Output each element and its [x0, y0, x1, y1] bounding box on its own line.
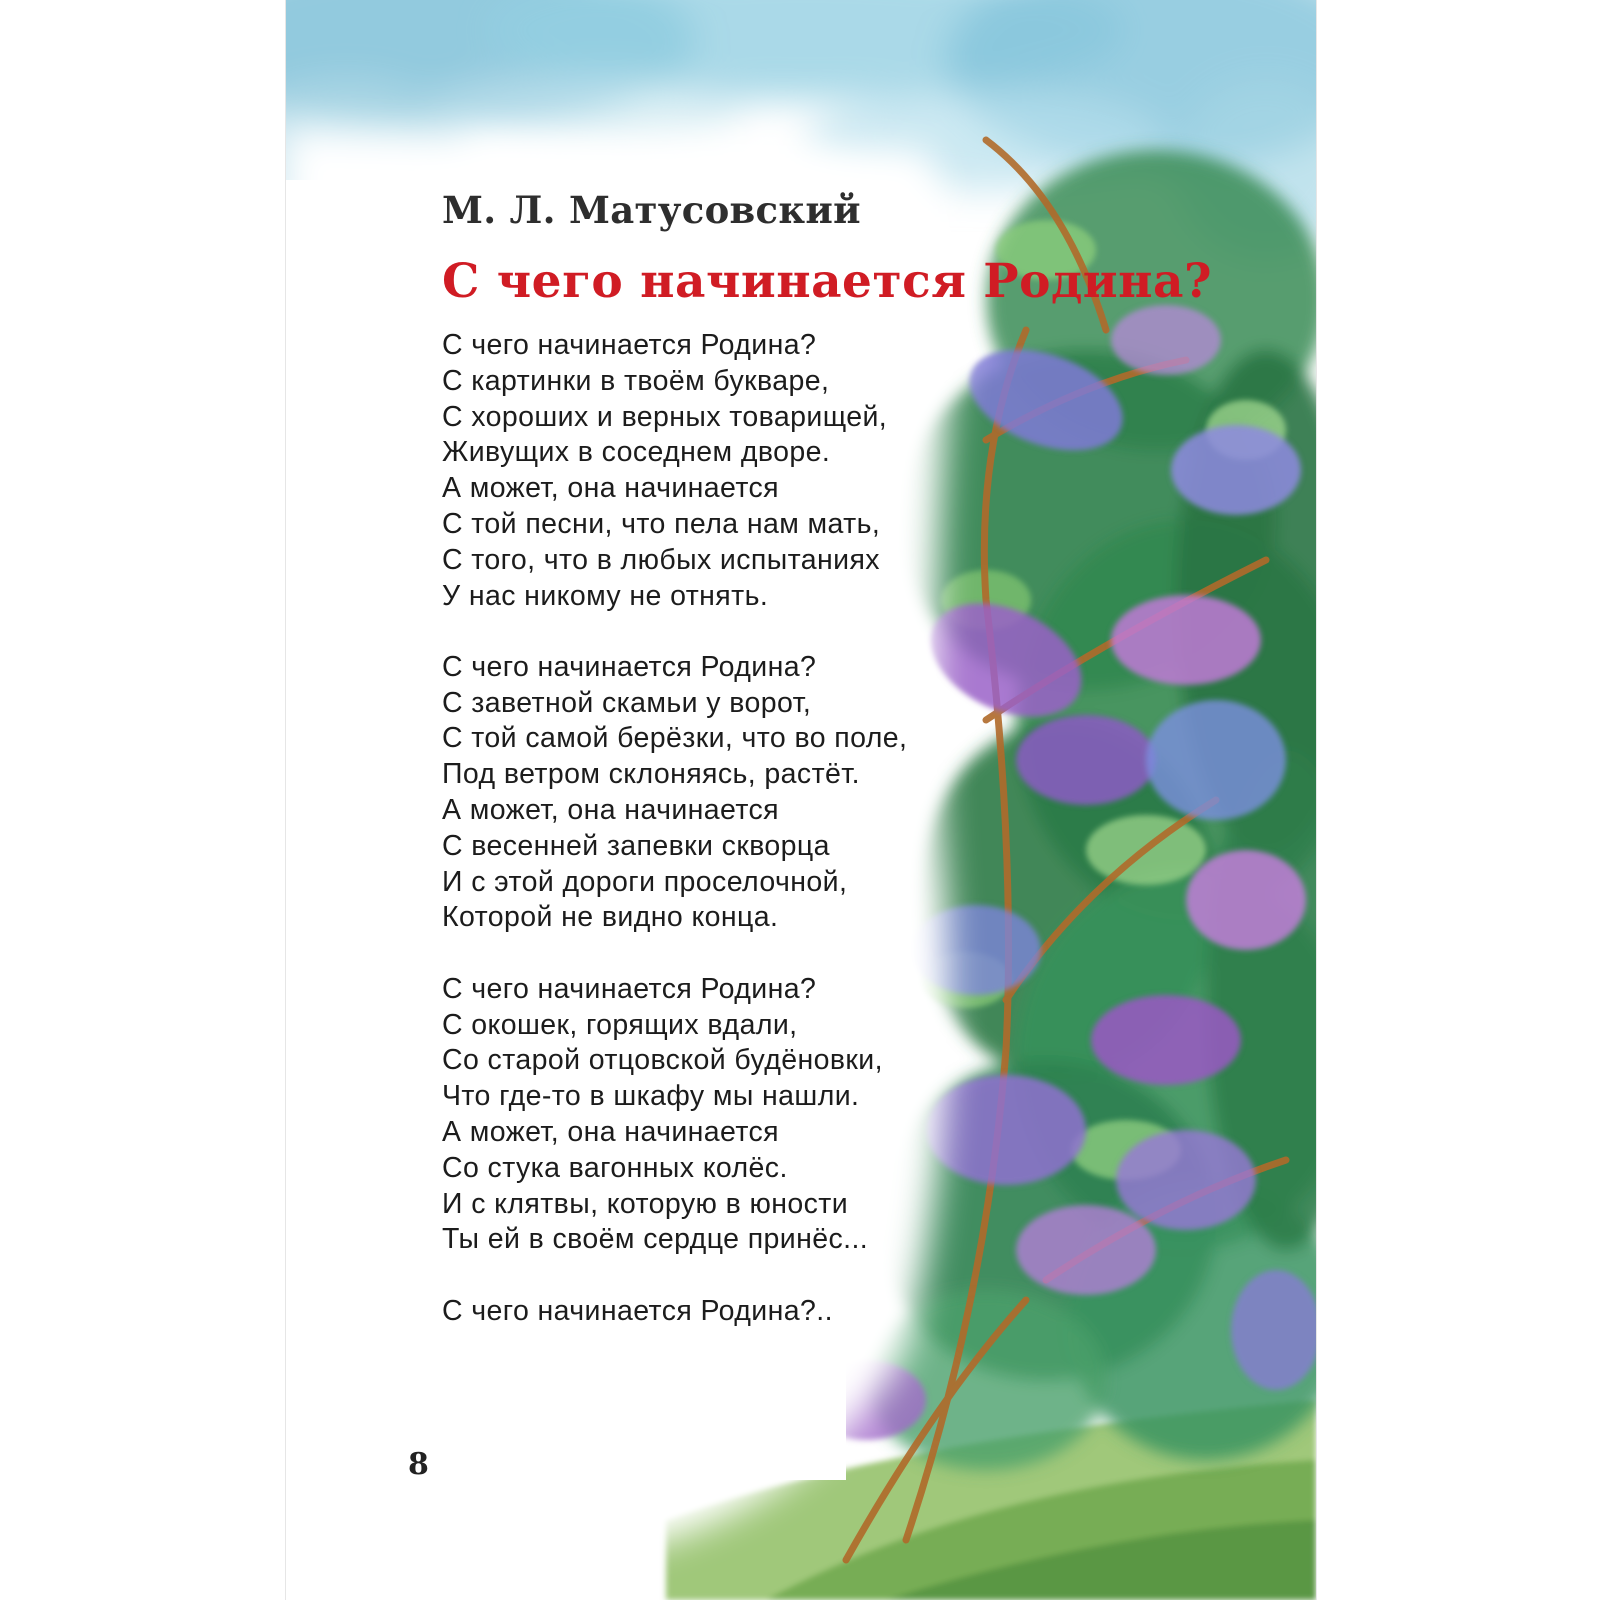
poem-text	[442, 328, 907, 1329]
stanza-3	[442, 972, 907, 1258]
poem-line: С той самой берёзки, что во поле,	[442, 722, 908, 755]
poem-line: А может, она начинается	[442, 1115, 779, 1148]
poem-line: Ты ей в своём сердце принёс...	[442, 1223, 869, 1256]
stanza-gap	[442, 614, 907, 650]
stanza-1	[442, 328, 907, 614]
poem-line: И с этой дороги проселочной,	[442, 865, 848, 898]
poem-line: У нас никому не отнять.	[442, 579, 769, 612]
poem-line: Что где-то в шкафу мы нашли.	[442, 1080, 860, 1113]
poem-author: М. Л. Матусовский	[442, 188, 861, 232]
poem-line: С чего начинается Родина?	[442, 329, 817, 361]
stanza-gap	[442, 936, 907, 972]
poem-line: Под ветром склоняясь, растёт.	[442, 758, 860, 791]
poem-line: Которой не видно конца.	[442, 901, 779, 934]
poem-line: А может, она начинается	[442, 794, 779, 827]
poem-line: С картинки в твоём букваре,	[442, 364, 830, 397]
poem-line: С чего начинается Родина?	[442, 650, 817, 683]
poem-line: С окошек, горящих вдали,	[442, 1008, 798, 1041]
poem-line: И с клятвы, которую в юности	[442, 1187, 849, 1220]
poem-line: Со старой отцовской будёновки,	[442, 1044, 883, 1077]
stanza-2	[442, 650, 907, 936]
poem-line: С заветной скамьи у ворот,	[442, 686, 812, 719]
poem-line: А может, она начинается	[442, 472, 779, 505]
poem-line: С того, что в любых испытаниях	[442, 543, 880, 576]
poem-line: С чего начинается Родина?	[442, 972, 817, 1005]
book-page	[286, 0, 1316, 1600]
poem-line: С весенней запевки скворца	[442, 829, 830, 862]
poem-line: С той песни, что пела нам мать,	[442, 507, 881, 540]
poem-line: Со стука вагонных колёс.	[442, 1151, 788, 1184]
poem-closing-line: С чего начинается Родина?..	[442, 1294, 833, 1327]
stanza-gap	[442, 1258, 907, 1294]
poem-line: Живущих в соседнем дворе.	[442, 436, 831, 469]
poem-title: С чего начинается Родина?	[442, 254, 1213, 309]
page-number: 8	[408, 1447, 429, 1482]
poem-line: С хороших и верных товарищей,	[442, 400, 888, 433]
